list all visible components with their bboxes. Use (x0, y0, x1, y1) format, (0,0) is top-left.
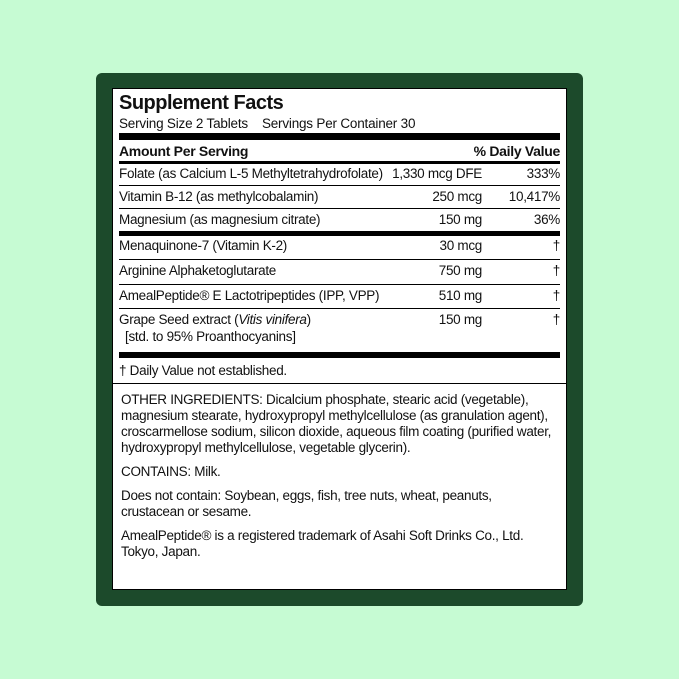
thick-rule-mid (119, 231, 560, 236)
does-not-contain-statement: Does not contain: Soybean, eggs, fish, tree nuts, wheat, peanuts, crustacean or sesame. (121, 488, 492, 519)
contains-statement: CONTAINS: Milk. (121, 464, 221, 479)
nutrient-dv: † (552, 263, 560, 278)
other-ingredients: OTHER INGREDIENTS: Dicalcium phosphate, stearic acid (vegetable), magnesium stearate, hydroxypropyl methylcellulose (as granulation agent), croscarmellose sodium, silicon dioxide, aqueous film coating (purified water, hydroxypropyl methylcellulose, vegetable glycerin). (121, 392, 552, 455)
nutrient-name: Arginine Alphaketoglutarate (119, 263, 277, 278)
row-divider (119, 259, 560, 260)
name-prefix: Grape Seed extract ( (119, 312, 239, 327)
name-suffix: ) (306, 312, 311, 327)
row-divider (119, 208, 560, 209)
nutrient-name (119, 312, 311, 327)
nutrient-amount: 150 mg (438, 212, 482, 227)
thick-rule-bottom (119, 352, 560, 358)
nutrient-dv: 36% (533, 212, 560, 227)
nutrient-amount: 510 mg (438, 288, 482, 303)
row-divider (119, 308, 560, 309)
row-divider (119, 185, 560, 186)
servings-per-container: Servings Per Container 30 (261, 116, 416, 131)
name-italic: Vitis vinifera (238, 312, 307, 327)
nutrient-amount: 30 mcg (439, 238, 482, 253)
serving-size: Serving Size 2 Tablets (119, 116, 248, 131)
nutrient-name-line2: [std. to 95% Proanthocyanins] (125, 329, 296, 344)
daily-value-header: % Daily Value (473, 143, 560, 159)
dv-footnote: † Daily Value not established. (119, 363, 287, 378)
amount-per-serving-header: Amount Per Serving (119, 143, 249, 159)
thick-rule-top (119, 133, 560, 140)
nutrient-name: Folate (as Calcium L-5 Methyltetrahydrofolate) (119, 166, 383, 181)
nutrient-dv: † (552, 312, 560, 327)
nutrient-name: Magnesium (as magnesium citrate) (119, 212, 321, 227)
panel-title: Supplement Facts (119, 92, 284, 114)
nutrient-amount: 150 mg (438, 312, 482, 327)
nutrient-name: Menaquinone-7 (Vitamin K-2) (119, 238, 287, 253)
supplement-facts-panel (112, 88, 567, 590)
nutrient-amount: 750 mg (438, 263, 482, 278)
nutrient-dv: † (552, 288, 560, 303)
nutrient-amount: 1,330 mcg DFE (392, 166, 482, 181)
nutrient-dv: † (552, 238, 560, 253)
row-divider (119, 284, 560, 285)
trademark-statement: AmealPeptide® is a registered trademark of Asahi Soft Drinks Co., Ltd. Tokyo, Japan. (121, 528, 524, 559)
ingredients-section (113, 383, 566, 589)
medium-rule (119, 161, 560, 164)
nutrient-dv: 10,417% (508, 189, 560, 204)
nutrient-name: Vitamin B-12 (as methylcobalamin) (119, 189, 319, 204)
nutrient-dv: 333% (526, 166, 560, 181)
nutrient-amount: 250 mcg (432, 189, 482, 204)
nutrient-name: AmealPeptide® E Lactotripeptides (IPP, VPP) (119, 288, 380, 303)
serving-info (119, 116, 415, 131)
facts-box (113, 89, 566, 384)
